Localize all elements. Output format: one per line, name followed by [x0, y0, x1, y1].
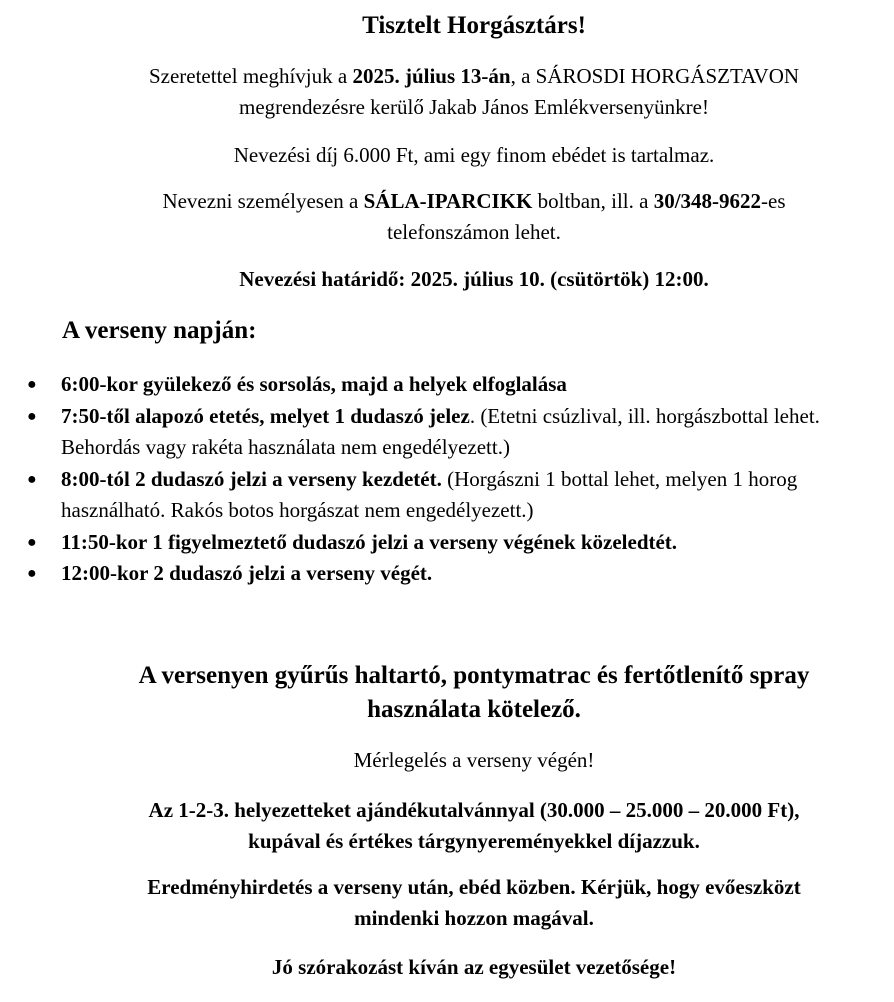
event-date: 2025. július 13-án	[352, 64, 511, 88]
schedule-item-bold: 8:00-tól 2 dudaszó jelzi a verseny kezdetét.	[61, 466, 442, 491]
register-text-post: -es	[761, 189, 786, 213]
schedule-item	[0, 464, 894, 527]
bullet-icon: ●	[27, 376, 37, 393]
schedule-item-normal: . (Etetni csúzlival, ill. horgászbottal lehet. Behordás vagy rakéta használata nem engedélyezett.)	[61, 403, 820, 459]
bullet-icon: ●	[27, 470, 37, 488]
schedule-list	[0, 369, 894, 590]
schedule-item-bold: 11:50-kor 1 figyelmeztető dudaszó jelzi a verseny végének közeledtét.	[61, 529, 678, 554]
prizes-line1: Az 1-2-3. helyezetteket ajándékutalvánnyal (30.000 – 25.000 – 20.000 Ft),	[148, 798, 800, 822]
schedule-item	[0, 527, 894, 559]
prizes-line2: kupával és értékes tárgynyereményekkel díjazzuk.	[248, 829, 700, 853]
invite-text-line2: megrendezésre kerülő Jakab János Emlékversenyünkre!	[239, 95, 709, 119]
invite-text-pre: Szeretettel meghívjuk a	[148, 64, 353, 88]
phone-number: 30/348-9622	[653, 189, 762, 213]
registration-paragraph	[0, 186, 894, 248]
invite-text-mid: , a SÁROSDI HORGÁSZTAVON	[510, 64, 800, 88]
mandatory-line2: használata kötelező.	[367, 696, 581, 723]
bullet-icon: ●	[27, 565, 37, 582]
invitation-paragraph	[0, 61, 894, 123]
results-line2: mindenki hozzon magával.	[354, 906, 594, 930]
mandatory-equipment-notice	[0, 659, 894, 727]
schedule-item	[0, 558, 894, 590]
results-line1: Eredményhirdetés a verseny után, ebéd közben. Kérjük, hogy evőeszközt	[147, 875, 801, 899]
register-text-pre: Nevezni személyesen a	[162, 189, 364, 213]
document-title: Tisztelt Horgásztárs!	[362, 12, 586, 39]
bullet-icon: ●	[27, 533, 37, 551]
schedule-item-bold: 6:00-kor gyülekező és sorsolás, majd a helyek elfoglalása	[61, 372, 567, 396]
schedule-item-bold: 7:50-től alapozó etetés, melyet 1 dudaszó jelez	[61, 403, 470, 428]
entry-fee-paragraph: Nevezési díj 6.000 Ft, ami egy finom ebédet is tartalmaz.	[233, 143, 715, 167]
schedule-item-normal: (Horgászni 1 bottal lehet, melyen 1 horog használható. Rakós botos horgászat nem engedélyezett.)	[61, 466, 798, 522]
results-paragraph	[0, 872, 894, 934]
bullet-icon: ●	[27, 407, 37, 425]
closing-paragraph: Jó szórakozást kíván az egyesület vezetősége!	[271, 955, 677, 979]
shop-name: SÁLA-IPARCIKK	[363, 189, 533, 213]
prizes-paragraph	[0, 795, 894, 857]
schedule-heading: A verseny napján:	[62, 317, 257, 344]
weighing-paragraph: Mérlegelés a verseny végén!	[353, 748, 595, 772]
schedule-item	[0, 401, 894, 464]
schedule-item	[0, 369, 894, 401]
register-text-mid: boltban, ill. a	[532, 189, 654, 213]
mandatory-line1: A versenyen gyűrűs haltartó, pontymatrac és fertőtlenítő spray	[138, 662, 810, 689]
deadline-paragraph: Nevezési határidő: 2025. július 10. (csütörtök) 12:00.	[239, 267, 709, 291]
schedule-item-bold: 12:00-kor 2 dudaszó jelzi a verseny végét.	[61, 561, 433, 585]
register-text-line2: telefonszámon lehet.	[387, 220, 561, 244]
